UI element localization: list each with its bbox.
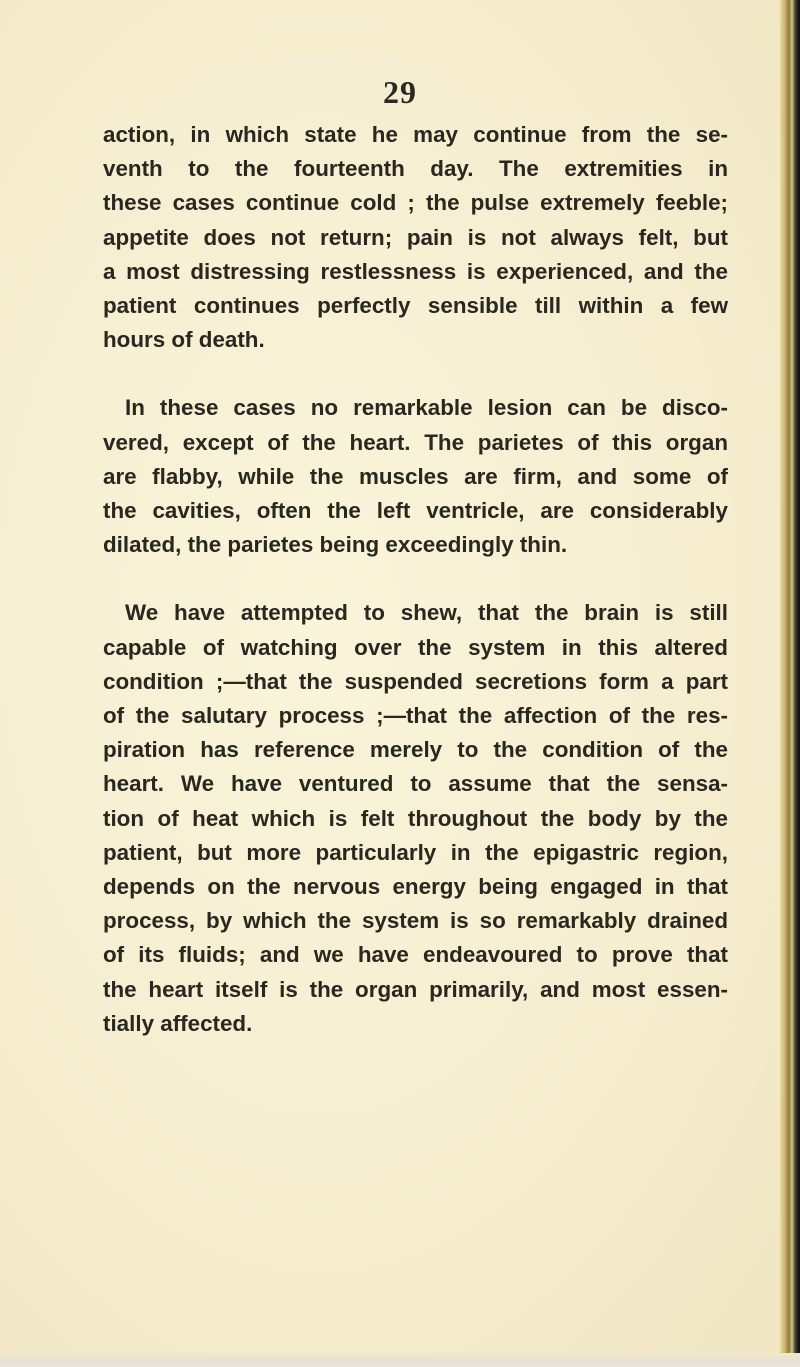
text-line: depends on the nervous energy being engaged in that xyxy=(103,874,728,900)
text-line: appetite does not return; pain is not always felt, but xyxy=(103,224,728,250)
text-line: tion of heat which is felt throughout the body by the xyxy=(103,805,728,831)
text-line: of its fluids; and we have endeavoured to prove that xyxy=(103,942,728,968)
text-line: condition ;—that the suspended secretions form a part xyxy=(103,668,728,694)
text-line: patient continues perfectly sensible till within a few xyxy=(103,293,728,319)
text-line: In these cases no remarkable lesion can be disco- xyxy=(125,395,728,421)
text-line: We have attempted to shew, that the brain is still xyxy=(125,600,728,626)
page-number: 29 xyxy=(383,74,417,110)
text-line: venth to the fourteenth day. The extremities in xyxy=(103,156,728,182)
text-line: patient, but more particularly in the epigastric region, xyxy=(103,839,728,865)
text-line: dilated, the parietes being exceedingly thin. xyxy=(103,532,568,558)
page-bottom-edge xyxy=(0,1353,800,1367)
text-line: these cases continue cold ; the pulse extremely feeble; xyxy=(103,190,728,216)
text-line: vered, except of the heart. The parietes of this organ xyxy=(103,429,728,455)
text-line: piration has reference merely to the condition of the xyxy=(103,737,728,763)
paragraph-1 xyxy=(103,118,728,357)
paragraph-2 xyxy=(103,391,728,562)
text-line: action, in which state he may continue from the se- xyxy=(103,122,728,147)
text-line: capable of watching over the system in this altered xyxy=(103,634,728,660)
text-line: a most distressing restlessness is experienced, and the xyxy=(103,258,728,284)
text-line: hours of death. xyxy=(103,327,265,353)
text-line: are flabby, while the muscles are firm, and some of xyxy=(103,463,728,489)
book-binding-edge xyxy=(780,0,800,1367)
paragraph-3 xyxy=(103,596,728,1041)
body-text xyxy=(103,118,728,1041)
text-line: the heart itself is the organ primarily, and most essen- xyxy=(103,976,728,1002)
text-line: of the salutary process ;—that the affection of the res- xyxy=(103,703,728,729)
text-line: the cavities, often the left ventricle, are considerably xyxy=(103,498,728,524)
text-line: tially affected. xyxy=(103,1010,253,1036)
text-line: heart. We have ventured to assume that the sensa- xyxy=(103,771,728,797)
text-line: process, by which the system is so remarkably drained xyxy=(103,908,728,934)
